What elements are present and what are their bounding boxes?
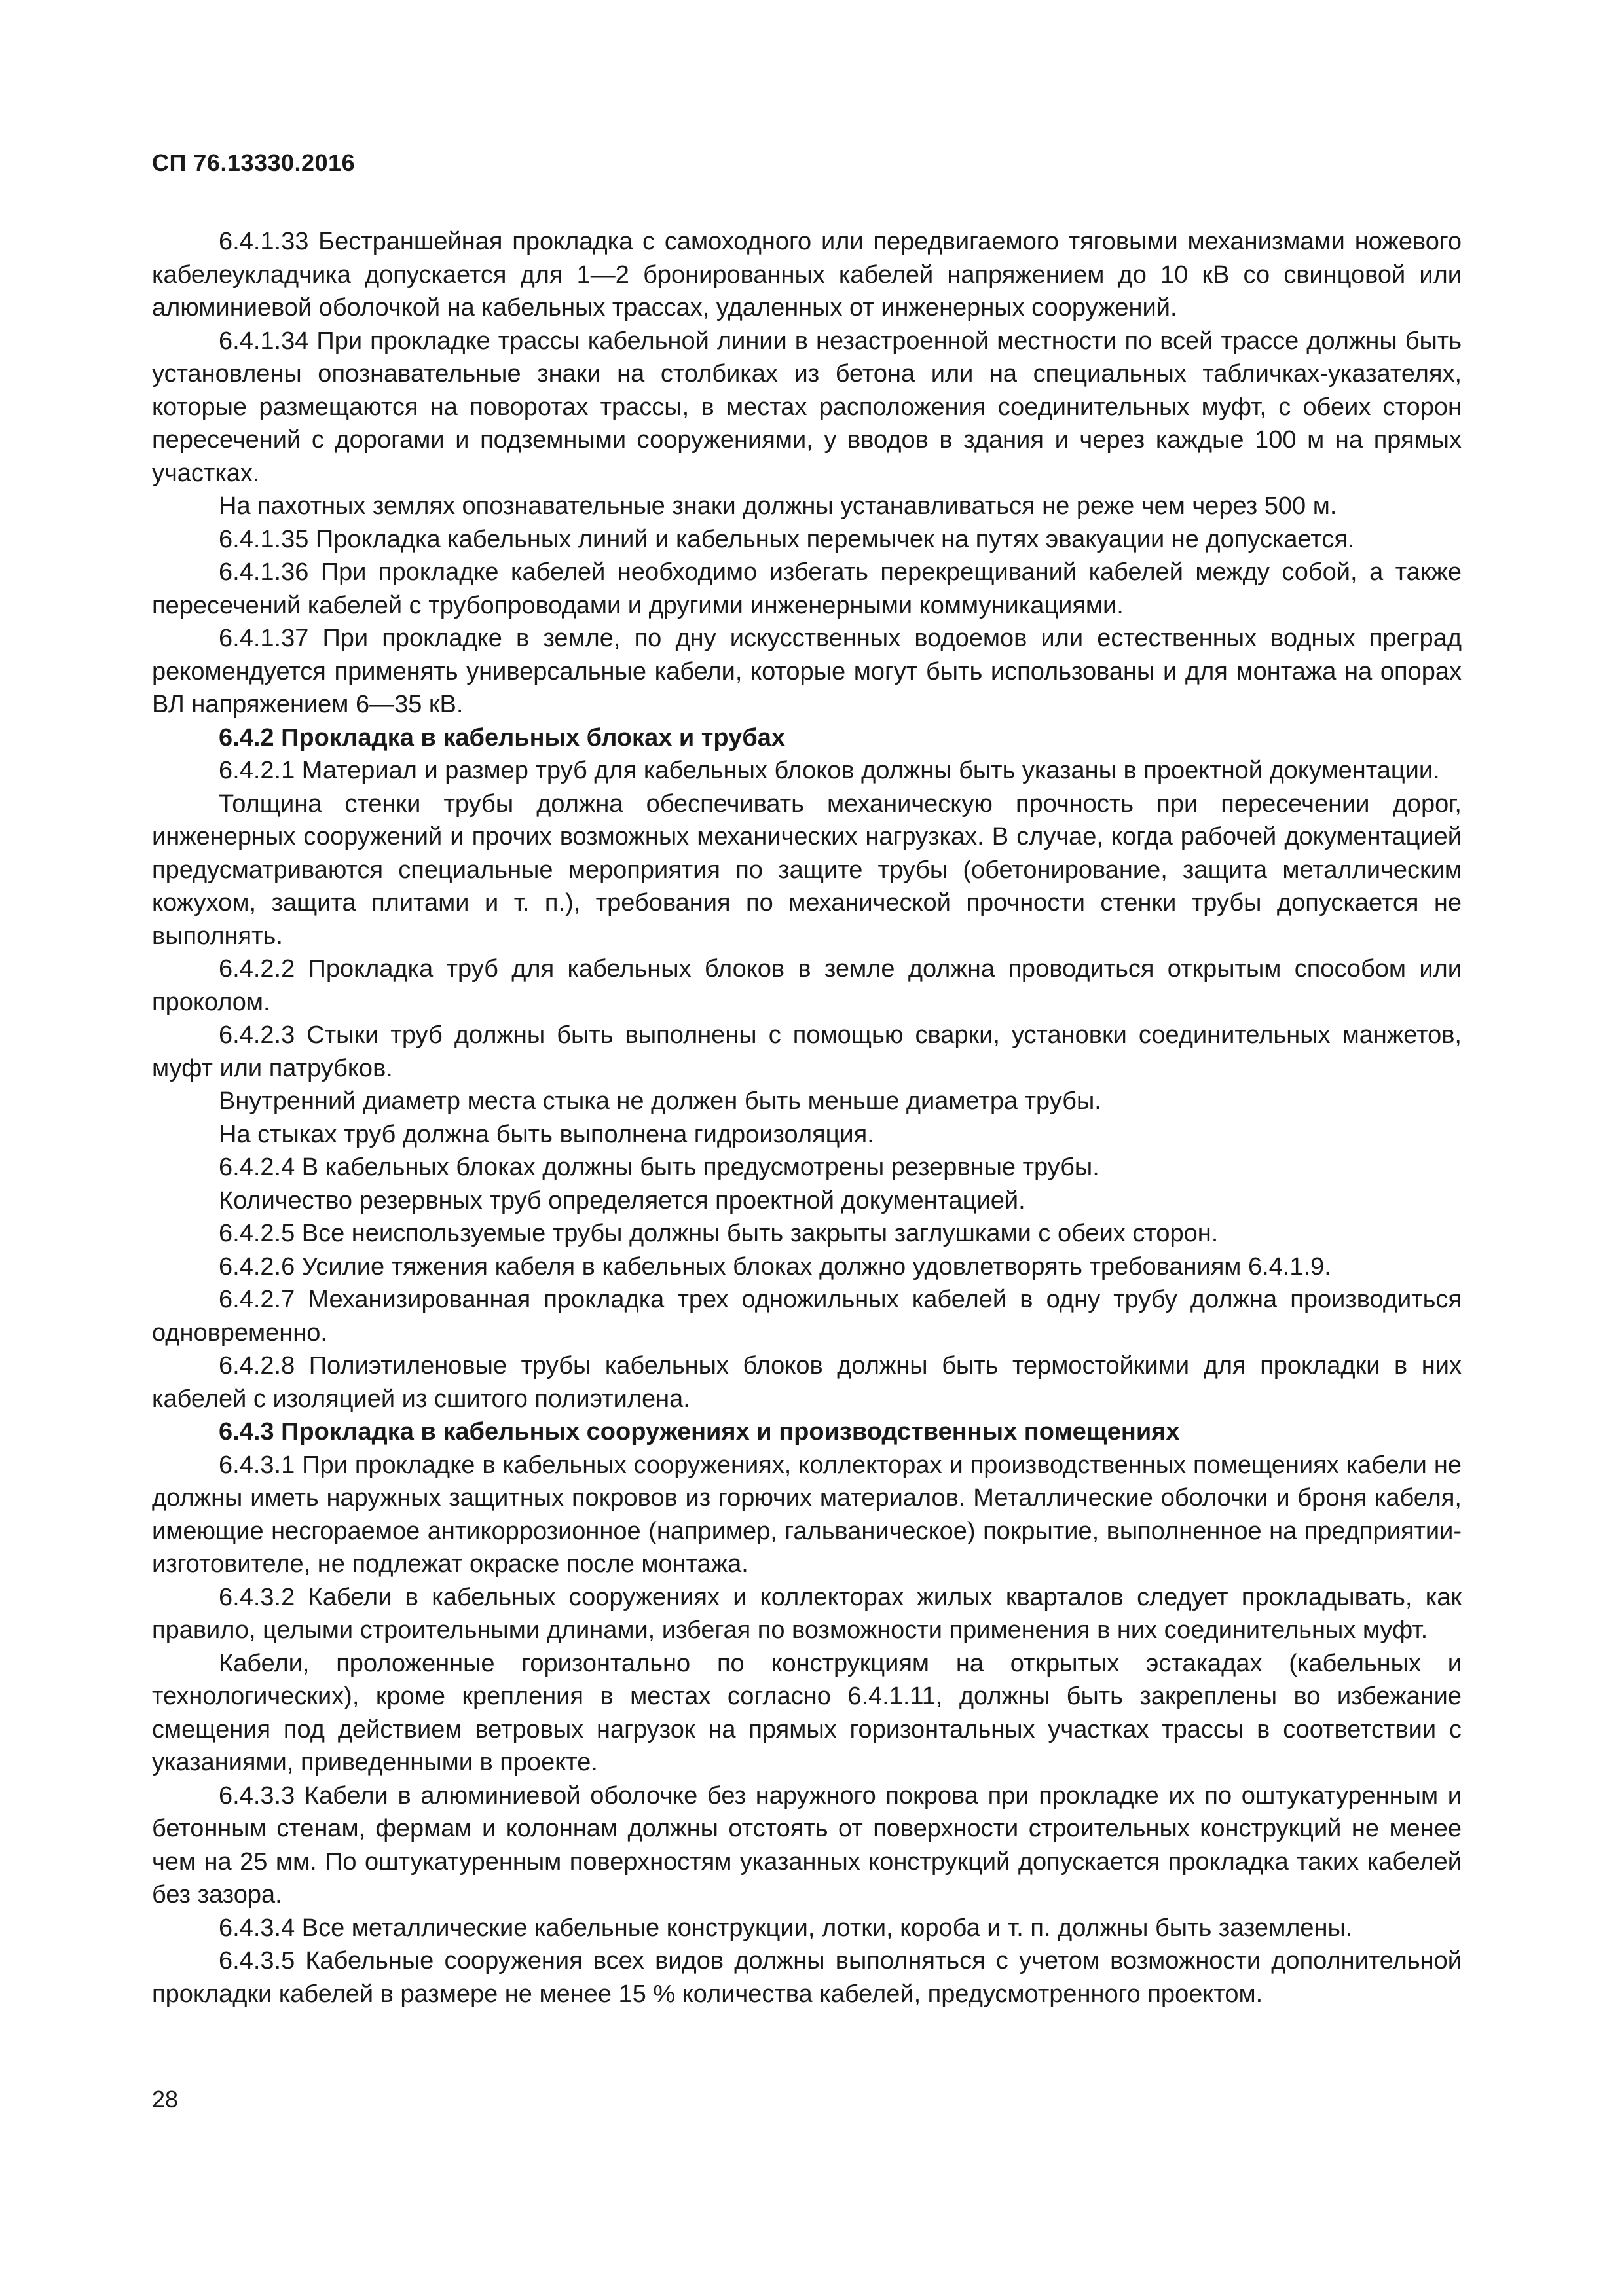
paragraph: 6.4.2.8 Полиэтиленовые трубы кабельных блоков должны быть термостойкими для прокладки в них кабелей с изоляцией из сшитого полиэтилена. <box>152 1352 1462 1413</box>
paragraph: 6.4.1.33 Бестраншейная прокладка с самоходного или передвигаемого тяговыми механизмами ножевого кабелеукладчика допускается для 1—2 бронированных кабелей напряжением до 10 кВ со свинцовой или алюминиевой оболочкой на кабельных трассах, удаленных от инженерных сооружений. <box>152 228 1462 321</box>
page-number: 28 <box>152 2086 179 2113</box>
paragraph: На пахотных землях опознавательные знаки должны устанавливаться не реже чем через 500 м. <box>219 492 1337 520</box>
document-code: СП 76.13330.2016 <box>152 149 356 176</box>
section-heading-6-4-3: 6.4.3 Прокладка в кабельных сооружениях и производственных помещениях <box>219 1418 1180 1446</box>
paragraph: 6.4.1.36 При прокладке кабелей необходимо избегать перекрещиваний кабелей между собой, а также пересечений кабелей с трубопроводами и другими инженерными коммуникациями. <box>152 558 1462 619</box>
paragraph: 6.4.3.4 Все металлические кабельные конструкции, лотки, короба и т. п. должны быть заземлены. <box>219 1914 1353 1942</box>
paragraph: 6.4.1.35 Прокладка кабельных линий и кабельных перемычек на путях эвакуации не допускается. <box>219 525 1355 553</box>
paragraph: Толщина стенки трубы должна обеспечивать механическую прочность при пересечении дорог, инженерных сооружений и прочих возможных механических нагрузках. В случае, когда рабочей документацией предусматриваются специальные мероприятия по защите трубы (обетонирование, защита металлическим кожухом, защита плитами и т. п.), требования по механической прочности стенки трубы допускается не выполнять. <box>152 790 1462 950</box>
paragraph: 6.4.3.2 Кабели в кабельных сооружениях и коллекторах жилых кварталов следует прокладывать, как правило, целыми строительными длинами, избегая по возможности применения в них соединительных муфт. <box>152 1583 1462 1644</box>
paragraph: 6.4.2.3 Стыки труб должны быть выполнены с помощью сварки, установки соединительных манжетов, муфт или патрубков. <box>152 1021 1462 1082</box>
section-heading-6-4-2: 6.4.2 Прокладка в кабельных блоках и трубах <box>219 723 786 752</box>
paragraph: 6.4.2.6 Усилие тяжения кабеля в кабельных блоках должно удовлетворять требованиям 6.4.1.9. <box>219 1252 1331 1281</box>
paragraph: 6.4.1.34 При прокладке трассы кабельной линии в незастроенной местности по всей трассе должны быть установлены опознавательные знаки на столбиках из бетона или на специальных табличках-указателях, которые размещаются на поворотах трассы, в местах расположения соединительных муфт, с обеих сторон пересечений с дорогами и подземными сооружениями, у вводов в здания и через каждые 100 м на прямых участках. <box>152 327 1462 487</box>
paragraph: 6.4.2.4 В кабельных блоках должны быть предусмотрены резервные трубы. <box>219 1154 1099 1181</box>
paragraph: Кабели, проложенные горизонтально по конструкциям на открытых эстакадах (кабельных и технологических), кроме крепления в местах согласно 6.4.1.11, должны быть закреплены во избежание смещения под действием ветровых нагрузок на прямых горизонтальных участках трассы в соответствии с указаниями, приведенными в проекте. <box>152 1649 1462 1776</box>
paragraph: 6.4.2.5 Все неиспользуемые трубы должны быть закрыты заглушками с обеих сторон. <box>219 1220 1219 1247</box>
paragraph: 6.4.2.1 Материал и размер труб для кабельных блоков должны быть указаны в проектной документации. <box>219 757 1440 784</box>
paragraph: 6.4.2.2 Прокладка труб для кабельных блоков в земле должна проводиться открытым способом или проколом. <box>152 955 1462 1016</box>
paragraph: Внутренний диаметр места стыка не должен быть меньше диаметра трубы. <box>219 1087 1101 1115</box>
paragraph: 6.4.1.37 При прокладке в земле, по дну искусственных водоемов или естественных водных преград рекомендуется применять универсальные кабели, которые могут быть использованы и для монтажа на опорах ВЛ напряжением 6—35 кВ. <box>152 625 1462 718</box>
paragraph: 6.4.3.1 При прокладке в кабельных сооружениях, коллекторах и производственных помещениях кабели не должны иметь наружных защитных покровов из горючих материалов. Металлические оболочки и броня кабеля, имеющие несгораемое антикоррозионное (например, гальваническое) покрытие, выполненное на предприятии-изготовителе, не подлежат окраске после монтажа. <box>152 1451 1462 1578</box>
paragraph: 6.4.3.5 Кабельные сооружения всех видов должны выполняться с учетом возможности дополнительной прокладки кабелей в размере не менее 15 % количества кабелей, предусмотренного проектом. <box>152 1947 1462 2008</box>
paragraph: Количество резервных труб определяется проектной документацией. <box>219 1186 1025 1214</box>
paragraph: На стыках труб должна быть выполнена гидроизоляция. <box>219 1120 874 1148</box>
paragraph: 6.4.3.3 Кабели в алюминиевой оболочке без наружного покрова при прокладке их по оштукатуренным и бетонным стенам, фермам и колоннам должны отстоять от поверхности строительных конструкций не менее чем на 25 мм. По оштукатуренным поверхностям указанных конструкций допускается прокладка таких кабелей без зазора. <box>152 1781 1462 1908</box>
body-text <box>152 225 1462 2011</box>
paragraph: 6.4.2.7 Механизированная прокладка трех одножильных кабелей в одну трубу должна производиться одновременно. <box>152 1286 1462 1347</box>
